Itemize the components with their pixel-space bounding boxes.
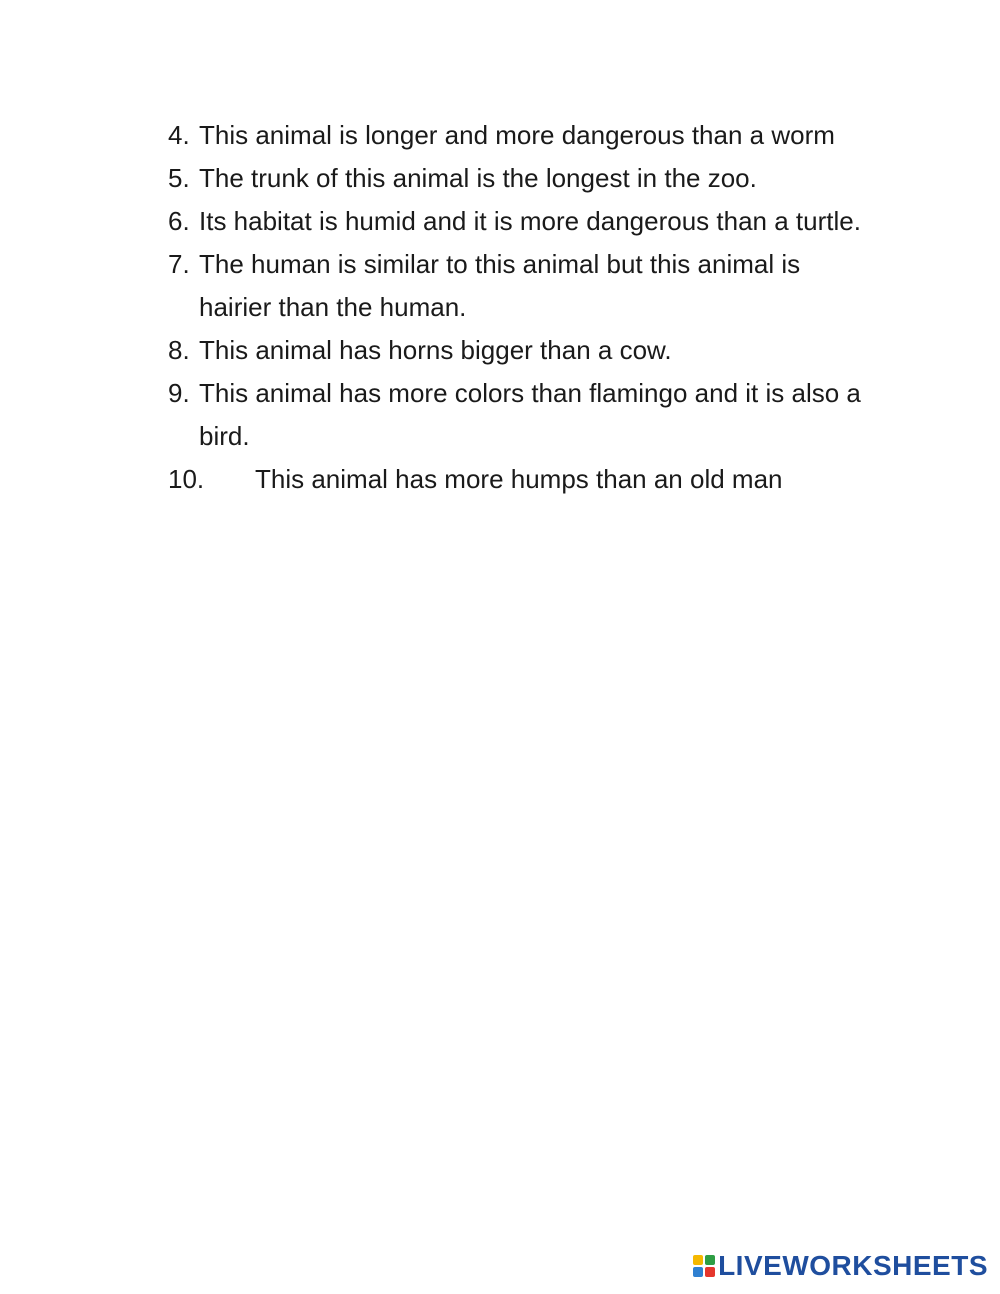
question-text: Its habitat is humid and it is more dangerous than a turtle. <box>199 206 861 236</box>
question-text: The trunk of this animal is the longest in the zoo. <box>199 163 757 193</box>
question-number: 7. <box>168 249 190 279</box>
question-number: 6. <box>168 206 190 236</box>
question-text: This animal is longer and more dangerous than a worm <box>199 120 835 150</box>
question-number: 10. <box>168 464 205 494</box>
question-text: This animal has more colors than flamingo and it is also a bird. <box>199 378 861 451</box>
logo-grid-icon <box>693 1255 715 1277</box>
question-item-4 <box>168 114 868 157</box>
logo-text: LIVEWORKSHEETS <box>718 1250 988 1281</box>
question-item-7 <box>168 243 868 329</box>
question-item-9 <box>168 372 868 458</box>
question-item-8 <box>168 329 868 372</box>
logo-square <box>693 1267 703 1277</box>
question-number: 8. <box>168 335 190 365</box>
logo-square <box>705 1255 715 1265</box>
logo-square <box>705 1267 715 1277</box>
logo-square <box>693 1255 703 1265</box>
question-number: 5. <box>168 163 190 193</box>
question-list <box>168 114 868 501</box>
question-text: This animal has horns bigger than a cow. <box>199 335 672 365</box>
question-item-6 <box>168 200 868 243</box>
question-text: This animal has more humps than an old man <box>255 464 783 494</box>
question-number: 9. <box>168 378 190 408</box>
question-item-5 <box>168 157 868 200</box>
question-number: 4. <box>168 120 190 150</box>
question-item-10 <box>168 458 868 501</box>
liveworksheets-logo <box>693 1250 988 1282</box>
question-text: The human is similar to this animal but this animal is hairier than the human. <box>199 249 801 322</box>
